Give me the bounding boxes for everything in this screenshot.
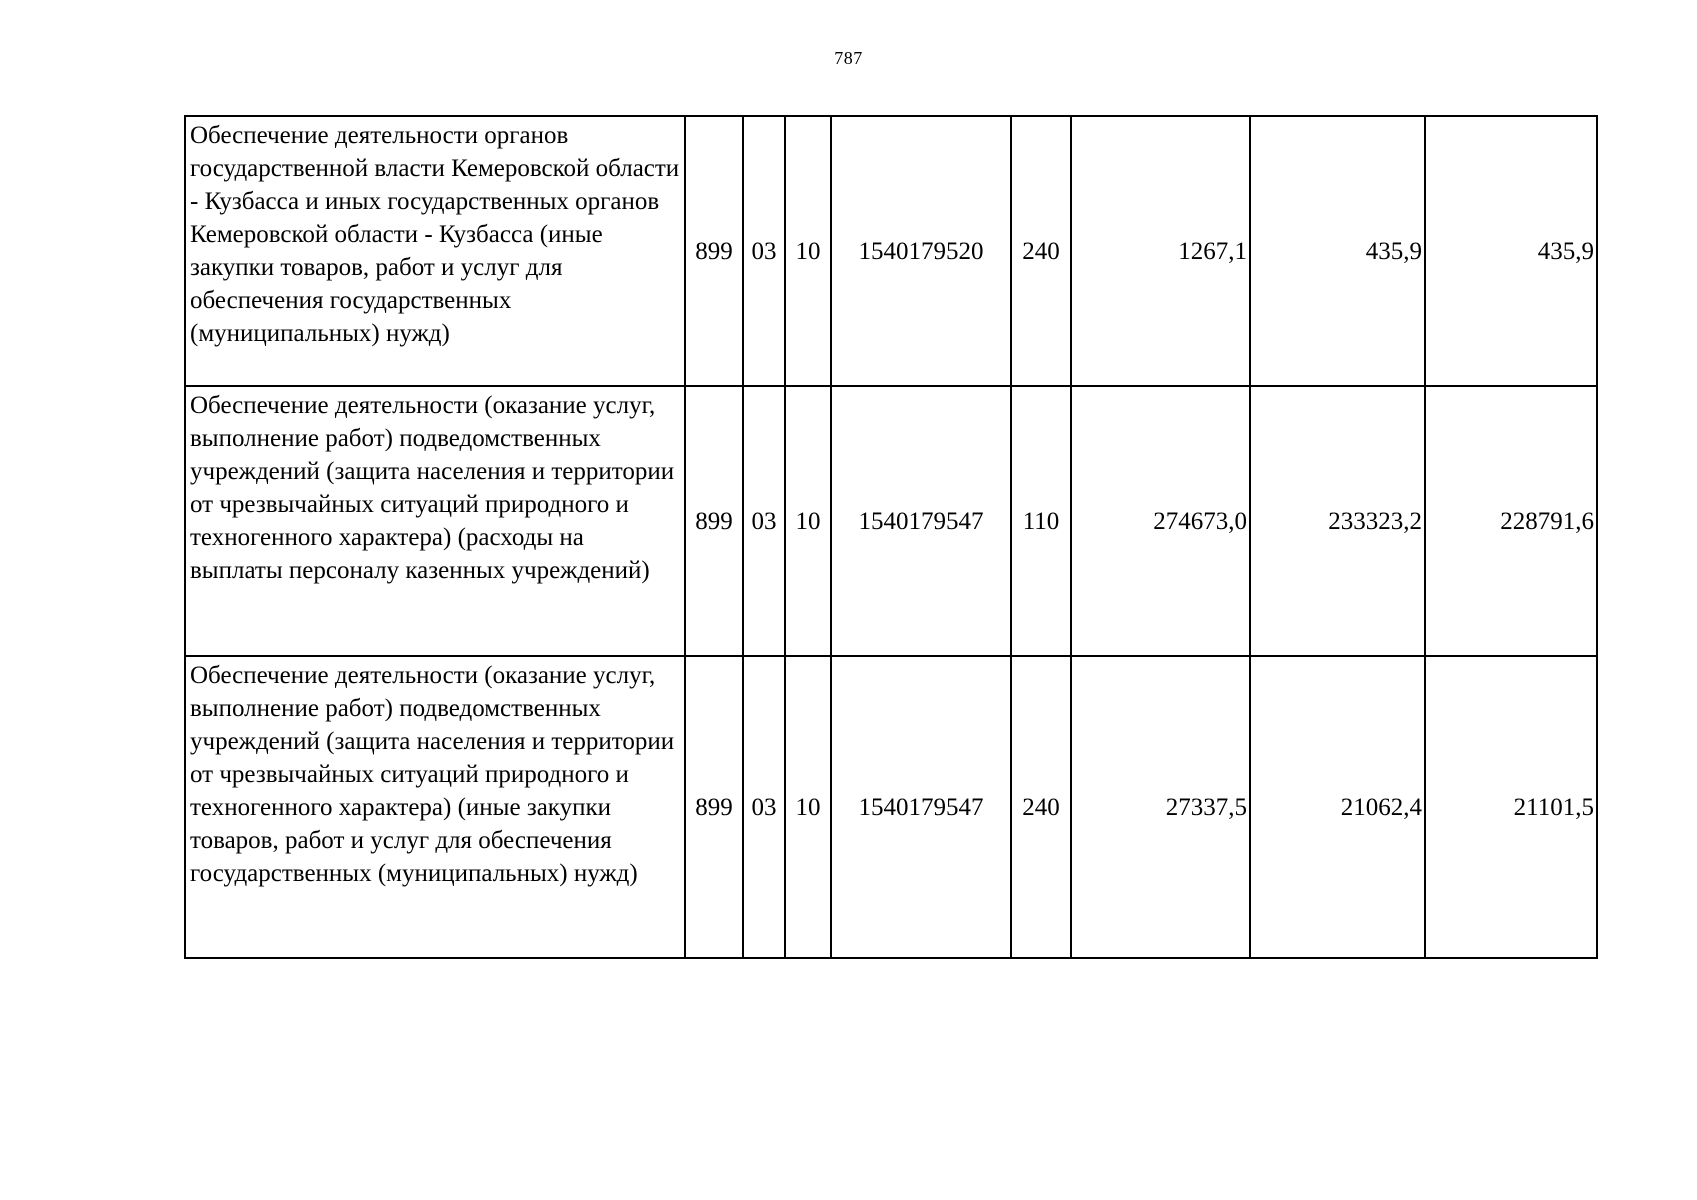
expense-type-code: 240 [1011,656,1071,958]
subsection-code: 10 [785,386,831,656]
row-description: Обеспечение деятельности (оказание услуг, выполнение работ) подведомственных учреждений (защита населения и территории от чрезвычайных ситуаций природного и техногенного характера) (иные закупки товаров, работ и услуг для обеспечения государственных (муниципальных) нужд) [185,656,685,958]
target-article-code: 1540179547 [831,656,1011,958]
row-description: Обеспечение деятельности органов государственной власти Кемеровской области - Кузбасса и иных государственных органов Кемеровской области - Кузбасса (иные закупки товаров, работ и услуг для обеспечения государственных (муниципальных) нужд) [185,116,685,386]
amount-3: 21101,5 [1425,656,1597,958]
table-row [185,386,1597,656]
page-number: 787 [834,48,863,68]
amount-2: 435,9 [1250,116,1425,386]
subsection-code: 10 [785,116,831,386]
ministry-code: 899 [685,656,743,958]
ministry-code: 899 [685,116,743,386]
section-code: 03 [743,656,785,958]
amount-3: 228791,6 [1425,386,1597,656]
amount-3: 435,9 [1425,116,1597,386]
expense-type-code: 240 [1011,116,1071,386]
amount-1: 274673,0 [1071,386,1250,656]
target-article-code: 1540179547 [831,386,1011,656]
amount-1: 27337,5 [1071,656,1250,958]
ministry-code: 899 [685,386,743,656]
table-row [185,656,1597,958]
amount-2: 233323,2 [1250,386,1425,656]
expense-type-code: 110 [1011,386,1071,656]
table-row [185,116,1597,386]
section-code: 03 [743,386,785,656]
amount-1: 1267,1 [1071,116,1250,386]
section-code: 03 [743,116,785,386]
budget-table [184,115,1598,959]
subsection-code: 10 [785,656,831,958]
target-article-code: 1540179520 [831,116,1011,386]
row-description: Обеспечение деятельности (оказание услуг, выполнение работ) подведомственных учреждений (защита населения и территории от чрезвычайных ситуаций природного и техногенного характера) (расходы на выплаты персоналу казенных учреждений) [185,386,685,656]
amount-2: 21062,4 [1250,656,1425,958]
